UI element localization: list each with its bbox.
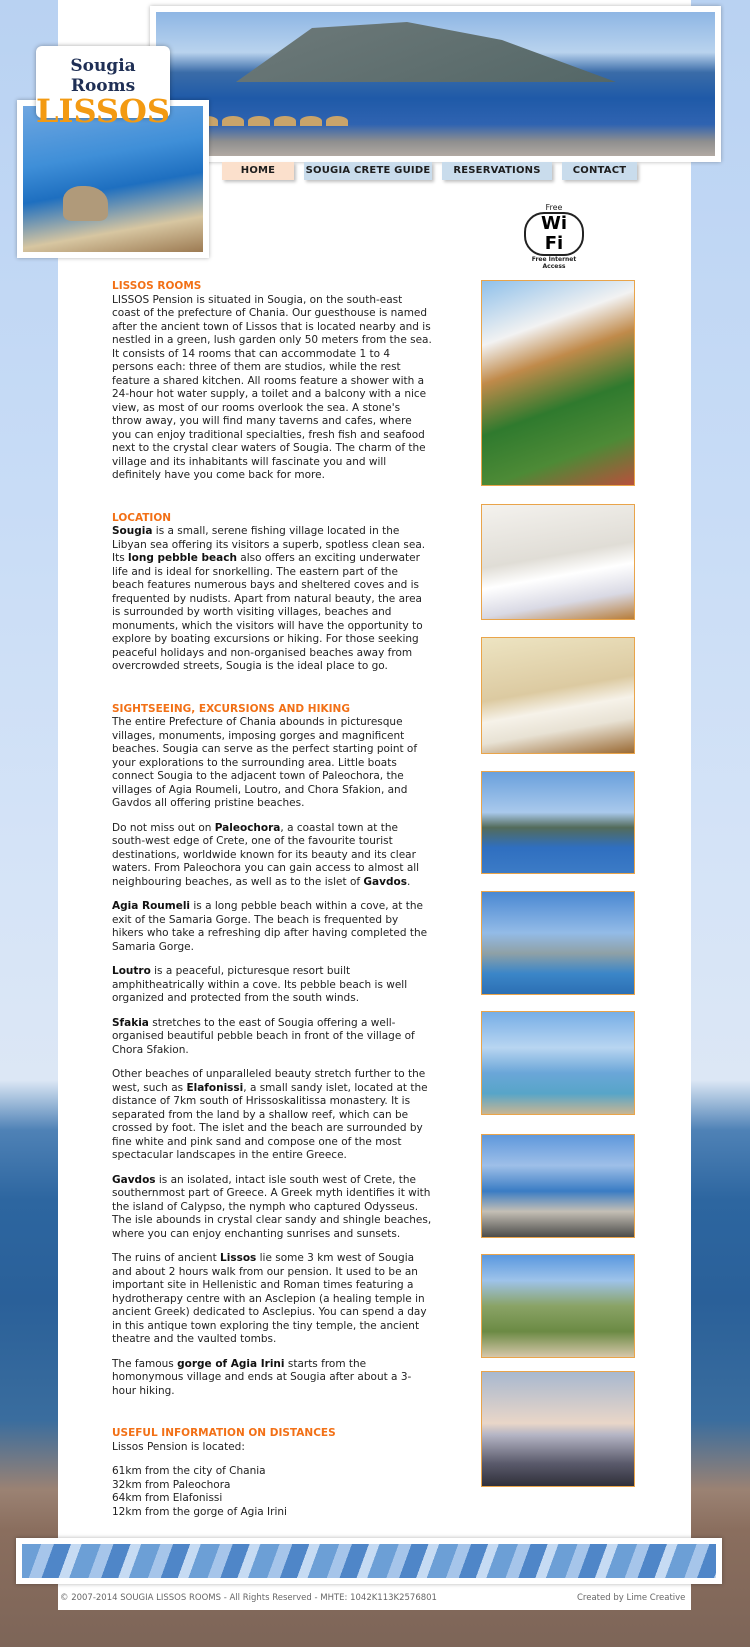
sightseeing-intro: The entire Prefecture of Chania abounds in picturesque villages, monuments, imposing gorges and magnificent beaches. Sougia can serve as the perfect starting point of your explorations to the surrounding area. Little boats connect Sougia to the adjacent town of Paleochora, the villages of Agia Roumeli, Loutro, and Chora Sfakion, and Gavdos all offering pristine beaches. <box>112 716 418 809</box>
nav-reservations[interactable]: RESERVATIONS <box>442 162 552 180</box>
logo-line1: Sougia Rooms <box>70 56 136 96</box>
footer-banner <box>16 1538 722 1584</box>
anchor-beach-photo[interactable] <box>481 1134 635 1238</box>
gavdos-text: Gavdos is an isolated, intact isle south west of Crete, the southernmost part of Greece. A Greek myth identifies it with the island of Calypso, the nymph who captured Odysseus. The isle abounds in crystal clear sandy and shingle beaches, where you can enjoy enchanting sunrises and sunsets. <box>112 1173 432 1240</box>
main-content <box>112 280 432 1519</box>
bay-photo[interactable] <box>481 771 635 874</box>
loutro-text: Loutro is a peaceful, picturesque resort built amphitheatrically within a cove. Its pebble beach is well organized and protected from the south winds. <box>112 965 408 1004</box>
beach-banner-photo <box>156 12 715 156</box>
sunset-photo[interactable] <box>481 1371 635 1487</box>
site-logo[interactable] <box>36 46 170 130</box>
main-nav <box>222 162 637 180</box>
section-title-distances: USEFUL INFORMATION ON DISTANCES <box>112 1427 336 1439</box>
section-title-location: LOCATION <box>112 511 172 524</box>
section-title-rooms: LISSOS ROOMS <box>112 280 202 292</box>
beach-cove-photo[interactable] <box>481 1011 635 1115</box>
list-item: 61km from the city of Chania <box>112 1465 266 1477</box>
credit-link[interactable]: Created by Lime Creative <box>577 1593 686 1603</box>
room-photo-1[interactable] <box>481 504 635 620</box>
paleochora-text: Do not miss out on Paleochora, a coastal town at the south-west edge of Crete, one of the favourite tourist destinations, worldwide known for its beauty and its clear waters. From Paleochora you can gain access to almost all neighbouring beaches, as well as to the islet of Gavdos. <box>112 821 420 888</box>
wifi-sub-label: Free Internet Access <box>531 256 577 270</box>
rooms-text: LISSOS Pension is situated in Sougia, on the south-east coast of the prefecture of Chania. Our guesthouse is named after the ancient town of Lissos that is located nearby and is nestled in a green, lush garden only 50 meters from the sea. It consists of 14 rooms that can accommodate 1 to 4 persons each: three of them are studios, while the rest feature a shared kitchen. All rooms feature a shower with a 24-hour hot water supply, a toilet and a balcony with a nice view, as most of our rooms overlook the sea. A stone's throw away, you will find many taverns and cafes, where you can enjoy traditional specialties, fresh fish and seafood next to the crystal clear waters of Sougia. The charm of the village and its inhabitants will fascinate you and will definitely have you come back for more. <box>112 293 432 481</box>
distances-list <box>112 1465 432 1519</box>
list-item: 64km from Elafonissi <box>112 1492 223 1504</box>
logo-line2: LISSOS <box>36 92 170 130</box>
header-banner <box>150 6 721 162</box>
location-text: Sougia is a small, serene fishing village located in the Libyan sea offering its visitors a superb, spotless clean sea. Its long pebble beach also offers an exciting underwater life and is ideal for snorkelling. The eastern part of the beach features numerous bays and sheltered coves and is frequented by nudists. Apart from natural beauty, the area is surrounded by worth visiting villages, beaches and monuments, which the visitors will have the opportunity to explore by boating excursions or hiking. For those seeking peaceful holidays and non-organised beaches away from overcrowded streets, Sougia is the ideal place to go. <box>112 525 426 672</box>
chapel-photo[interactable] <box>481 1254 635 1358</box>
section-title-sightseeing: SIGHTSEEING, EXCURSIONS AND HIKING <box>112 702 350 715</box>
copyright-text: © 2007-2014 SOUGIA LISSOS ROOMS - All Rights Reserved - MHTE: 1042K113K2576801 <box>60 1593 437 1603</box>
wifi-top-label: Free <box>545 203 563 212</box>
list-item: 12km from the gorge of Agia Irini <box>112 1505 287 1518</box>
sfakia-text: Sfakia stretches to the east of Sougia offering a well-organised beautiful pebble beach in front of the village of Chora Sfakion. <box>112 1016 415 1056</box>
nav-home[interactable]: HOME <box>222 162 294 180</box>
free-wifi-badge <box>524 203 584 270</box>
agia-irini-text: The famous gorge of Agia Irini starts from the homonymous village and ends at Sougia after about a 3-hour hiking. <box>112 1357 412 1397</box>
nav-sougia-crete-guide[interactable]: SOUGIA CRETE GUIDE <box>304 162 432 180</box>
list-item: 32km from Paleochora <box>112 1478 231 1491</box>
distances-intro: Lissos Pension is located: <box>112 1440 245 1453</box>
room-photo-2[interactable] <box>481 637 635 754</box>
wifi-icon: Wi Fi <box>524 212 584 256</box>
lissos-ruins-text: The ruins of ancient Lissos lie some 3 km west of Sougia and about 2 hours walk from our pension. It used to be an important site in Hellenistic and Roman times featuring a hydrotherapy centre with an Asclepion (a healing temple in ancient Greek) dedicated to Asclepius. You can spend a day in this antique town exploring the tiny temple, the ancient theatre and the vaulted tombs. <box>112 1252 427 1345</box>
agia-roumeli-text: Agia Roumeli is a long pebble beach within a cove, at the exit of the Samaria Gorge. The beach is frequented by hikers who take a refreshing dip after having completed the Samaria Gorge. <box>112 900 428 953</box>
coastline-photo[interactable] <box>481 891 635 995</box>
elafonissi-text: Other beaches of unparalleled beauty stretch further to the west, such as Elafonissi, a small sandy islet, located at the distance of 7km south of Hrissoskalitissa monastery. It is separated from the land by a shallow reef, which can be crossed by foot. The islet and the beach are surrounded by fine white and pink sand and compose one of the most spectacular landscapes in the entire Greece. <box>112 1068 428 1161</box>
pension-building-photo[interactable] <box>481 280 635 486</box>
nav-contact[interactable]: CONTACT <box>562 162 637 180</box>
